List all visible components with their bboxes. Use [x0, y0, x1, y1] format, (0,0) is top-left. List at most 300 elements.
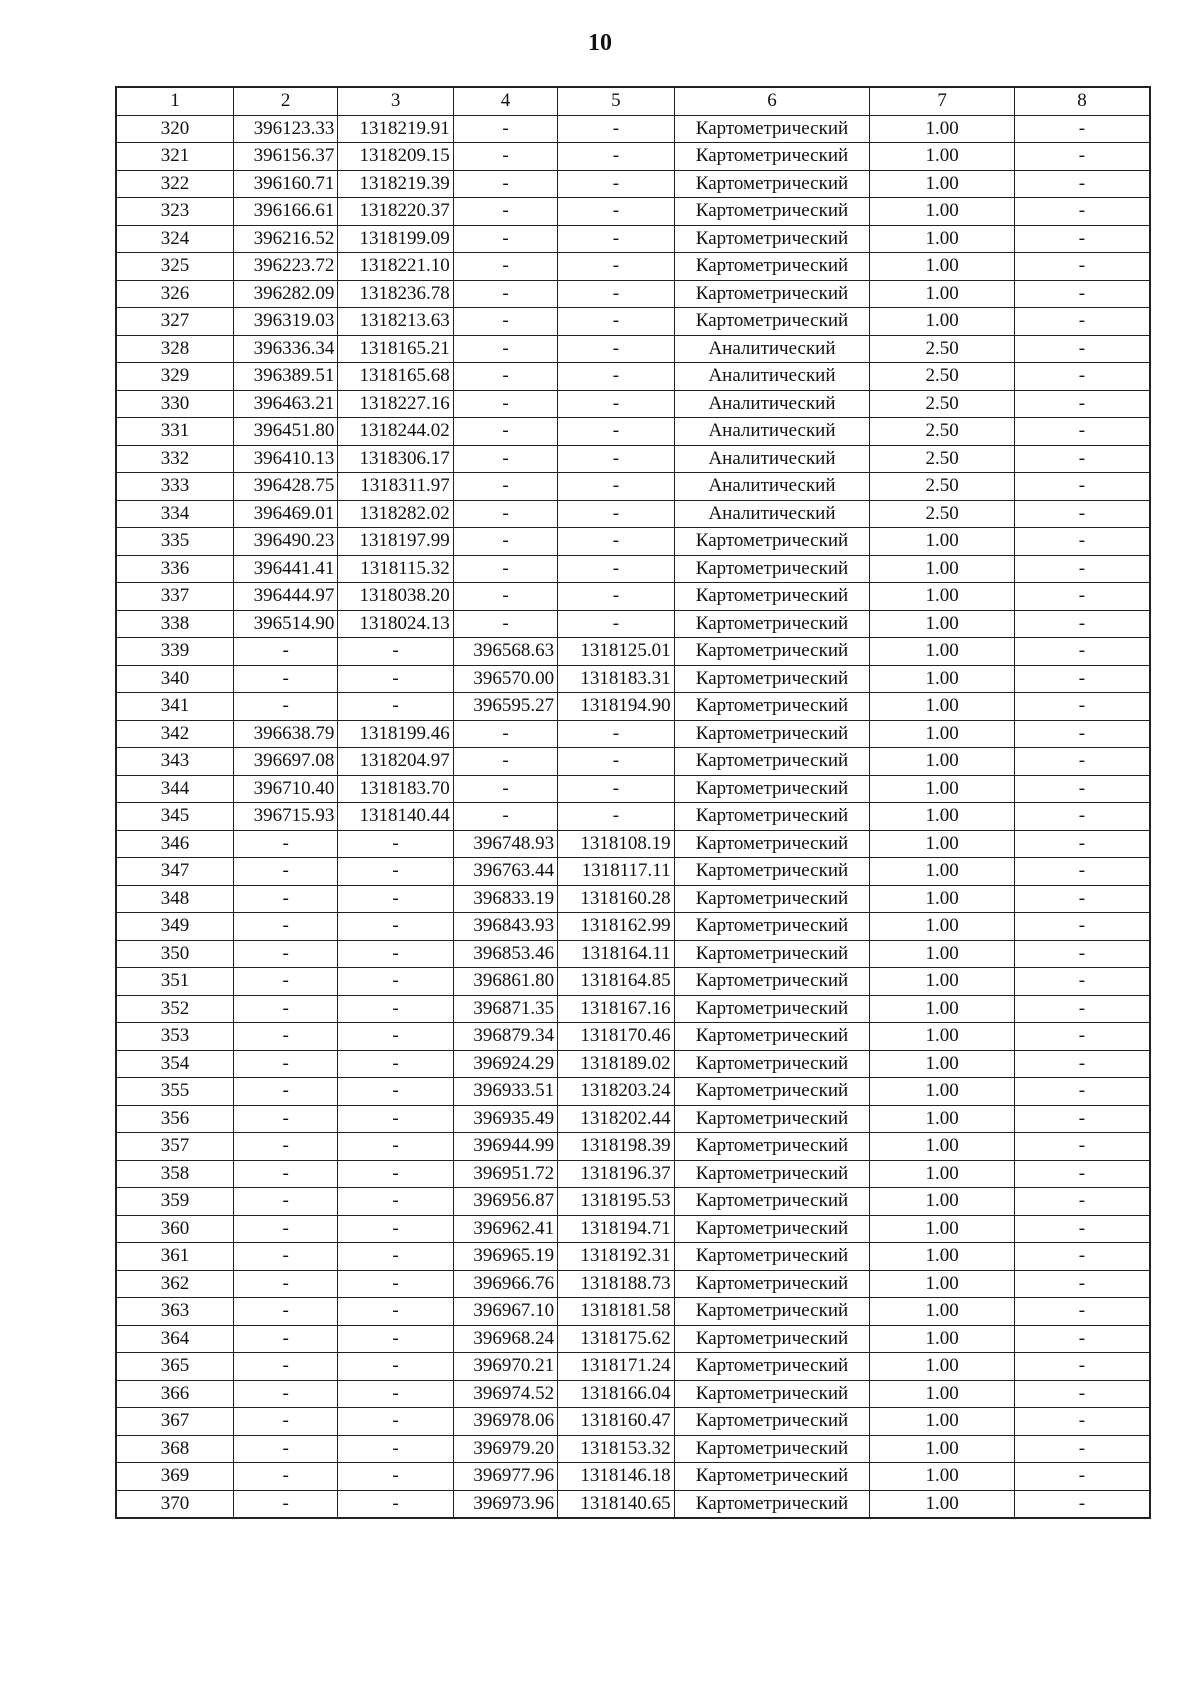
point-number-cell: 348 — [116, 885, 233, 913]
accuracy-cell: 1.00 — [870, 1298, 1015, 1326]
accuracy-cell: 2.50 — [870, 473, 1015, 501]
table-header — [116, 87, 1150, 115]
x-coordinate-cell: - — [233, 638, 337, 666]
point-number-cell: 362 — [116, 1270, 233, 1298]
new-x-coordinate-cell: 396962.41 — [453, 1215, 557, 1243]
method-cell: Картометрический — [674, 1298, 870, 1326]
header-cell-8: 8 — [1014, 87, 1150, 115]
column-8-cell: - — [1014, 748, 1150, 776]
new-y-coordinate-cell: - — [558, 775, 674, 803]
accuracy-cell: 1.00 — [870, 1050, 1015, 1078]
point-number-cell: 343 — [116, 748, 233, 776]
x-coordinate-cell: - — [233, 885, 337, 913]
method-cell: Картометрический — [674, 665, 870, 693]
new-y-coordinate-cell: 1318117.11 — [558, 858, 674, 886]
column-8-cell: - — [1014, 1243, 1150, 1271]
y-coordinate-cell: - — [338, 858, 453, 886]
x-coordinate-cell: 396463.21 — [233, 390, 337, 418]
new-y-coordinate-cell: - — [558, 170, 674, 198]
x-coordinate-cell: - — [233, 830, 337, 858]
y-coordinate-cell: - — [338, 940, 453, 968]
point-number-cell: 369 — [116, 1463, 233, 1491]
y-coordinate-cell: 1318024.13 — [338, 610, 453, 638]
x-coordinate-cell: - — [233, 968, 337, 996]
table-row — [116, 720, 1150, 748]
column-8-cell: - — [1014, 693, 1150, 721]
accuracy-cell: 1.00 — [870, 1243, 1015, 1271]
new-x-coordinate-cell: - — [453, 583, 557, 611]
column-8-cell: - — [1014, 638, 1150, 666]
header-cell-2: 2 — [233, 87, 337, 115]
table-row — [116, 170, 1150, 198]
y-coordinate-cell: 1318199.09 — [338, 225, 453, 253]
accuracy-cell: 1.00 — [870, 638, 1015, 666]
accuracy-cell: 1.00 — [870, 775, 1015, 803]
x-coordinate-cell: 396216.52 — [233, 225, 337, 253]
table-row — [116, 995, 1150, 1023]
x-coordinate-cell: - — [233, 1215, 337, 1243]
column-8-cell: - — [1014, 115, 1150, 143]
new-y-coordinate-cell: 1318171.24 — [558, 1353, 674, 1381]
accuracy-cell: 1.00 — [870, 748, 1015, 776]
point-number-cell: 340 — [116, 665, 233, 693]
new-y-coordinate-cell: 1318164.85 — [558, 968, 674, 996]
table-row — [116, 885, 1150, 913]
x-coordinate-cell: - — [233, 1298, 337, 1326]
point-number-cell: 334 — [116, 500, 233, 528]
new-x-coordinate-cell: 396979.20 — [453, 1435, 557, 1463]
coordinates-table — [115, 86, 1151, 1519]
new-y-coordinate-cell: 1318146.18 — [558, 1463, 674, 1491]
method-cell: Картометрический — [674, 1050, 870, 1078]
method-cell: Картометрический — [674, 1160, 870, 1188]
new-y-coordinate-cell: 1318153.32 — [558, 1435, 674, 1463]
y-coordinate-cell: 1318115.32 — [338, 555, 453, 583]
x-coordinate-cell: 396469.01 — [233, 500, 337, 528]
new-y-coordinate-cell: - — [558, 748, 674, 776]
accuracy-cell: 2.50 — [870, 445, 1015, 473]
accuracy-cell: 2.50 — [870, 500, 1015, 528]
accuracy-cell: 1.00 — [870, 1215, 1015, 1243]
new-y-coordinate-cell: 1318189.02 — [558, 1050, 674, 1078]
table-row — [116, 775, 1150, 803]
column-8-cell: - — [1014, 1325, 1150, 1353]
table-row — [116, 418, 1150, 446]
x-coordinate-cell: 396428.75 — [233, 473, 337, 501]
new-x-coordinate-cell: - — [453, 500, 557, 528]
y-coordinate-cell: - — [338, 1133, 453, 1161]
new-y-coordinate-cell: - — [558, 528, 674, 556]
column-8-cell: - — [1014, 143, 1150, 171]
x-coordinate-cell: 396156.37 — [233, 143, 337, 171]
accuracy-cell: 1.00 — [870, 968, 1015, 996]
method-cell: Картометрический — [674, 170, 870, 198]
new-y-coordinate-cell: - — [558, 253, 674, 281]
point-number-cell: 351 — [116, 968, 233, 996]
method-cell: Аналитический — [674, 500, 870, 528]
new-y-coordinate-cell: 1318194.71 — [558, 1215, 674, 1243]
accuracy-cell: 1.00 — [870, 693, 1015, 721]
y-coordinate-cell: 1318209.15 — [338, 143, 453, 171]
column-8-cell: - — [1014, 335, 1150, 363]
x-coordinate-cell: - — [233, 1078, 337, 1106]
new-y-coordinate-cell: 1318192.31 — [558, 1243, 674, 1271]
accuracy-cell: 2.50 — [870, 418, 1015, 446]
method-cell: Картометрический — [674, 1490, 870, 1518]
x-coordinate-cell: 396638.79 — [233, 720, 337, 748]
point-number-cell: 326 — [116, 280, 233, 308]
table-row — [116, 335, 1150, 363]
new-y-coordinate-cell: 1318181.58 — [558, 1298, 674, 1326]
y-coordinate-cell: 1318204.97 — [338, 748, 453, 776]
column-8-cell: - — [1014, 1353, 1150, 1381]
header-cell-1: 1 — [116, 87, 233, 115]
column-8-cell: - — [1014, 858, 1150, 886]
new-x-coordinate-cell: - — [453, 363, 557, 391]
table-row — [116, 830, 1150, 858]
new-x-coordinate-cell: - — [453, 748, 557, 776]
x-coordinate-cell: - — [233, 1325, 337, 1353]
table-row — [116, 390, 1150, 418]
point-number-cell: 360 — [116, 1215, 233, 1243]
y-coordinate-cell: - — [338, 1215, 453, 1243]
new-y-coordinate-cell: 1318195.53 — [558, 1188, 674, 1216]
x-coordinate-cell: - — [233, 913, 337, 941]
accuracy-cell: 1.00 — [870, 143, 1015, 171]
new-y-coordinate-cell: - — [558, 280, 674, 308]
new-y-coordinate-cell: - — [558, 610, 674, 638]
method-cell: Картометрический — [674, 610, 870, 638]
table-row — [116, 555, 1150, 583]
accuracy-cell: 1.00 — [870, 198, 1015, 226]
table-row — [116, 638, 1150, 666]
x-coordinate-cell: - — [233, 1133, 337, 1161]
accuracy-cell: 2.50 — [870, 335, 1015, 363]
new-x-coordinate-cell: - — [453, 280, 557, 308]
new-y-coordinate-cell: 1318125.01 — [558, 638, 674, 666]
method-cell: Картометрический — [674, 968, 870, 996]
y-coordinate-cell: - — [338, 1243, 453, 1271]
table-row — [116, 280, 1150, 308]
accuracy-cell: 1.00 — [870, 1160, 1015, 1188]
x-coordinate-cell: 396319.03 — [233, 308, 337, 336]
column-8-cell: - — [1014, 308, 1150, 336]
new-y-coordinate-cell: - — [558, 473, 674, 501]
table-row — [116, 143, 1150, 171]
method-cell: Картометрический — [674, 720, 870, 748]
new-x-coordinate-cell: 396970.21 — [453, 1353, 557, 1381]
new-x-coordinate-cell: 396967.10 — [453, 1298, 557, 1326]
method-cell: Картометрический — [674, 555, 870, 583]
new-x-coordinate-cell: - — [453, 253, 557, 281]
point-number-cell: 364 — [116, 1325, 233, 1353]
x-coordinate-cell: 396282.09 — [233, 280, 337, 308]
x-coordinate-cell: 396410.13 — [233, 445, 337, 473]
x-coordinate-cell: - — [233, 1463, 337, 1491]
table-row — [116, 225, 1150, 253]
column-8-cell: - — [1014, 555, 1150, 583]
method-cell: Картометрический — [674, 253, 870, 281]
method-cell: Аналитический — [674, 445, 870, 473]
table-row — [116, 913, 1150, 941]
table-row — [116, 693, 1150, 721]
y-coordinate-cell: 1318236.78 — [338, 280, 453, 308]
column-8-cell: - — [1014, 803, 1150, 831]
table-row — [116, 803, 1150, 831]
method-cell: Картометрический — [674, 143, 870, 171]
table-row — [116, 1325, 1150, 1353]
y-coordinate-cell: - — [338, 1160, 453, 1188]
column-8-cell: - — [1014, 1463, 1150, 1491]
accuracy-cell: 1.00 — [870, 1270, 1015, 1298]
table-row — [116, 1215, 1150, 1243]
new-x-coordinate-cell: - — [453, 528, 557, 556]
new-y-coordinate-cell: - — [558, 198, 674, 226]
y-coordinate-cell: 1318183.70 — [338, 775, 453, 803]
method-cell: Картометрический — [674, 1408, 870, 1436]
column-8-cell: - — [1014, 418, 1150, 446]
point-number-cell: 339 — [116, 638, 233, 666]
column-8-cell: - — [1014, 830, 1150, 858]
y-coordinate-cell: - — [338, 1188, 453, 1216]
new-x-coordinate-cell: 396879.34 — [453, 1023, 557, 1051]
accuracy-cell: 2.50 — [870, 363, 1015, 391]
new-y-coordinate-cell: 1318175.62 — [558, 1325, 674, 1353]
new-x-coordinate-cell: - — [453, 198, 557, 226]
new-x-coordinate-cell: - — [453, 803, 557, 831]
table-row — [116, 1353, 1150, 1381]
column-8-cell: - — [1014, 390, 1150, 418]
point-number-cell: 361 — [116, 1243, 233, 1271]
header-cell-7: 7 — [870, 87, 1015, 115]
accuracy-cell: 1.00 — [870, 1490, 1015, 1518]
new-x-coordinate-cell: 396956.87 — [453, 1188, 557, 1216]
point-number-cell: 322 — [116, 170, 233, 198]
new-y-coordinate-cell: 1318140.65 — [558, 1490, 674, 1518]
new-y-coordinate-cell: - — [558, 445, 674, 473]
point-number-cell: 355 — [116, 1078, 233, 1106]
method-cell: Картометрический — [674, 885, 870, 913]
y-coordinate-cell: - — [338, 1023, 453, 1051]
x-coordinate-cell: - — [233, 1050, 337, 1078]
accuracy-cell: 1.00 — [870, 253, 1015, 281]
accuracy-cell: 1.00 — [870, 1188, 1015, 1216]
new-x-coordinate-cell: 396853.46 — [453, 940, 557, 968]
x-coordinate-cell: 396490.23 — [233, 528, 337, 556]
header-cell-4: 4 — [453, 87, 557, 115]
new-y-coordinate-cell: - — [558, 335, 674, 363]
x-coordinate-cell: 396710.40 — [233, 775, 337, 803]
table-row — [116, 473, 1150, 501]
method-cell: Картометрический — [674, 1215, 870, 1243]
point-number-cell: 368 — [116, 1435, 233, 1463]
new-y-coordinate-cell: - — [558, 308, 674, 336]
y-coordinate-cell: - — [338, 1380, 453, 1408]
new-x-coordinate-cell: - — [453, 445, 557, 473]
method-cell: Картометрический — [674, 1325, 870, 1353]
y-coordinate-cell: 1318227.16 — [338, 390, 453, 418]
point-number-cell: 354 — [116, 1050, 233, 1078]
new-x-coordinate-cell: - — [453, 225, 557, 253]
new-y-coordinate-cell: 1318202.44 — [558, 1105, 674, 1133]
page-number: 10 — [588, 30, 612, 56]
y-coordinate-cell: 1318197.99 — [338, 528, 453, 556]
accuracy-cell: 1.00 — [870, 555, 1015, 583]
point-number-cell: 327 — [116, 308, 233, 336]
column-8-cell: - — [1014, 363, 1150, 391]
new-x-coordinate-cell: - — [453, 335, 557, 363]
table-row — [116, 1188, 1150, 1216]
y-coordinate-cell: 1318221.10 — [338, 253, 453, 281]
new-y-coordinate-cell: - — [558, 115, 674, 143]
y-coordinate-cell: 1318244.02 — [338, 418, 453, 446]
new-y-coordinate-cell: - — [558, 803, 674, 831]
y-coordinate-cell: 1318213.63 — [338, 308, 453, 336]
new-x-coordinate-cell: - — [453, 390, 557, 418]
column-8-cell: - — [1014, 170, 1150, 198]
new-y-coordinate-cell: 1318162.99 — [558, 913, 674, 941]
table-row — [116, 665, 1150, 693]
y-coordinate-cell: 1318199.46 — [338, 720, 453, 748]
table-row — [116, 1270, 1150, 1298]
column-8-cell: - — [1014, 280, 1150, 308]
header-cell-6: 6 — [674, 87, 870, 115]
table-row — [116, 1243, 1150, 1271]
accuracy-cell: 1.00 — [870, 1105, 1015, 1133]
point-number-cell: 342 — [116, 720, 233, 748]
accuracy-cell: 1.00 — [870, 528, 1015, 556]
y-coordinate-cell: 1318219.39 — [338, 170, 453, 198]
new-x-coordinate-cell: - — [453, 143, 557, 171]
new-x-coordinate-cell: - — [453, 720, 557, 748]
y-coordinate-cell: - — [338, 995, 453, 1023]
new-x-coordinate-cell: 396944.99 — [453, 1133, 557, 1161]
column-8-cell: - — [1014, 775, 1150, 803]
y-coordinate-cell: - — [338, 1435, 453, 1463]
accuracy-cell: 1.00 — [870, 1023, 1015, 1051]
y-coordinate-cell: 1318306.17 — [338, 445, 453, 473]
point-number-cell: 341 — [116, 693, 233, 721]
x-coordinate-cell: 396451.80 — [233, 418, 337, 446]
new-y-coordinate-cell: 1318194.90 — [558, 693, 674, 721]
point-number-cell: 337 — [116, 583, 233, 611]
new-x-coordinate-cell: 396933.51 — [453, 1078, 557, 1106]
point-number-cell: 330 — [116, 390, 233, 418]
point-number-cell: 331 — [116, 418, 233, 446]
new-y-coordinate-cell: - — [558, 390, 674, 418]
point-number-cell: 325 — [116, 253, 233, 281]
column-8-cell: - — [1014, 1490, 1150, 1518]
table-row — [116, 940, 1150, 968]
column-8-cell: - — [1014, 610, 1150, 638]
new-y-coordinate-cell: 1318166.04 — [558, 1380, 674, 1408]
y-coordinate-cell: - — [338, 830, 453, 858]
new-y-coordinate-cell: - — [558, 500, 674, 528]
x-coordinate-cell: - — [233, 1243, 337, 1271]
column-8-cell: - — [1014, 1298, 1150, 1326]
new-x-coordinate-cell: 396871.35 — [453, 995, 557, 1023]
y-coordinate-cell: - — [338, 913, 453, 941]
column-8-cell: - — [1014, 1105, 1150, 1133]
y-coordinate-cell: - — [338, 1325, 453, 1353]
column-8-cell: - — [1014, 1408, 1150, 1436]
accuracy-cell: 1.00 — [870, 1408, 1015, 1436]
point-number-cell: 333 — [116, 473, 233, 501]
point-number-cell: 336 — [116, 555, 233, 583]
column-8-cell: - — [1014, 1215, 1150, 1243]
y-coordinate-cell: 1318219.91 — [338, 115, 453, 143]
x-coordinate-cell: - — [233, 995, 337, 1023]
column-8-cell: - — [1014, 720, 1150, 748]
table-row — [116, 1105, 1150, 1133]
point-number-cell: 357 — [116, 1133, 233, 1161]
point-number-cell: 367 — [116, 1408, 233, 1436]
accuracy-cell: 1.00 — [870, 665, 1015, 693]
accuracy-cell: 1.00 — [870, 610, 1015, 638]
table-row — [116, 308, 1150, 336]
method-cell: Картометрический — [674, 1105, 870, 1133]
x-coordinate-cell: 396514.90 — [233, 610, 337, 638]
new-y-coordinate-cell: 1318188.73 — [558, 1270, 674, 1298]
method-cell: Аналитический — [674, 390, 870, 418]
column-8-cell: - — [1014, 583, 1150, 611]
column-8-cell: - — [1014, 1133, 1150, 1161]
table-row — [116, 1408, 1150, 1436]
x-coordinate-cell: 396697.08 — [233, 748, 337, 776]
method-cell: Картометрический — [674, 913, 870, 941]
method-cell: Картометрический — [674, 583, 870, 611]
new-x-coordinate-cell: 396861.80 — [453, 968, 557, 996]
method-cell: Аналитический — [674, 335, 870, 363]
point-number-cell: 370 — [116, 1490, 233, 1518]
column-8-cell: - — [1014, 1078, 1150, 1106]
new-x-coordinate-cell: - — [453, 555, 557, 583]
new-y-coordinate-cell: 1318164.11 — [558, 940, 674, 968]
new-x-coordinate-cell: 396748.93 — [453, 830, 557, 858]
y-coordinate-cell: 1318165.68 — [338, 363, 453, 391]
accuracy-cell: 1.00 — [870, 280, 1015, 308]
x-coordinate-cell: - — [233, 858, 337, 886]
accuracy-cell: 1.00 — [870, 115, 1015, 143]
method-cell: Картометрический — [674, 995, 870, 1023]
new-x-coordinate-cell: 396968.24 — [453, 1325, 557, 1353]
table-row — [116, 1380, 1150, 1408]
column-8-cell: - — [1014, 528, 1150, 556]
point-number-cell: 353 — [116, 1023, 233, 1051]
table-row — [116, 1298, 1150, 1326]
accuracy-cell: 1.00 — [870, 803, 1015, 831]
y-coordinate-cell: 1318140.44 — [338, 803, 453, 831]
new-y-coordinate-cell: - — [558, 583, 674, 611]
column-8-cell: - — [1014, 1188, 1150, 1216]
table-row — [116, 1490, 1150, 1518]
new-x-coordinate-cell: 396935.49 — [453, 1105, 557, 1133]
table-row — [116, 500, 1150, 528]
y-coordinate-cell: - — [338, 693, 453, 721]
new-y-coordinate-cell: 1318198.39 — [558, 1133, 674, 1161]
accuracy-cell: 1.00 — [870, 858, 1015, 886]
x-coordinate-cell: 396166.61 — [233, 198, 337, 226]
method-cell: Картометрический — [674, 1243, 870, 1271]
new-x-coordinate-cell: 396924.29 — [453, 1050, 557, 1078]
x-coordinate-cell: 396223.72 — [233, 253, 337, 281]
accuracy-cell: 1.00 — [870, 720, 1015, 748]
y-coordinate-cell: - — [338, 638, 453, 666]
accuracy-cell: 1.00 — [870, 913, 1015, 941]
new-y-coordinate-cell: 1318183.31 — [558, 665, 674, 693]
column-8-cell: - — [1014, 1160, 1150, 1188]
accuracy-cell: 1.00 — [870, 583, 1015, 611]
